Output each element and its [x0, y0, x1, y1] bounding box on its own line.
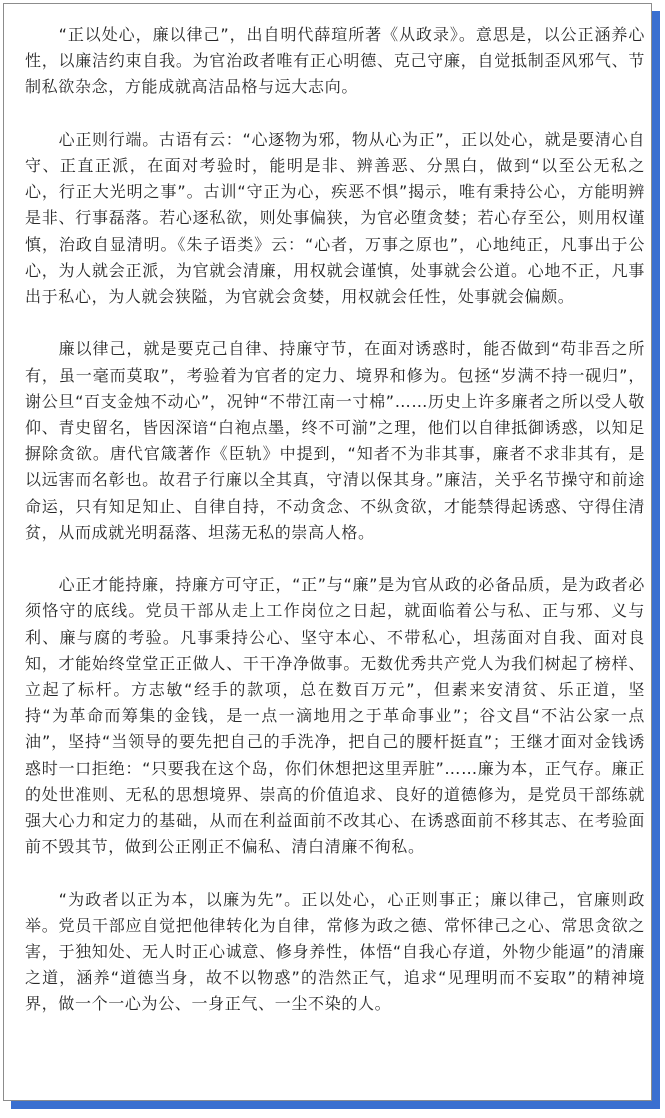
paragraph-self-discipline: 廉以律己，就是要克己自律、持廉守节，在面对诱惑时，能否做到“苟非吾之所有，虽一毫而莫取”，考验着为官者的定力、境界和修为。包拯“岁满不持一砚归”，谢公旦“百支金烛不动心”，况钟“不带江南一寸棉”……历史上许多廉者之所以受人敬仰、青史留名，皆因深谙“白袍点墨，终不可湔”之理，他们以自律抵御诱惑，以知足摒除贪欲。唐代官箴著作《臣轨》中提到，“知者不为非其事，廉者不求非其有，是以远害而名彰也。故君子行廉以全其真，守清以保其身。”廉洁，关乎名节操守和前途命运，只有知足知止、自律自持，不动贪念、不纵贪欲，才能禁得起诱惑、守得住清贫，从而成就光明磊落、坦荡无私的崇高人格。 [25, 339, 645, 542]
paragraph-intro: “正以处心，廉以律己”，出自明代薛瑄所著《从政录》。意思是，以公正涵养心性，以廉洁约束自我。为官治政者唯有正心明德、克己守廉，自觉抵制歪风邪气、节制私欲杂念，方能成就高洁品格与远大志向。 [25, 25, 645, 97]
article-body [25, 22, 645, 1044]
paragraph-upright-heart: 心正则行端。古语有云：“心逐物为邪，物从心为正”，正以处心，就是要清心自守、正直正派，在面对考验时，能明是非、辨善恶、分黑白，做到“以至公无私之心，行正大光明之事”。古训“守正为心，疾恶不惧”揭示，唯有秉持公心，方能明辨是非、行事磊落。若心逐私欲，则处事偏狭，为官必堕贪婪；若心存至公，则用权谨慎，治政自显清明。《朱子语类》云：“心者，万事之原也”，心地纯正，凡事出于公心，为人就会正派，为官就会清廉，用权就会谨慎，处事就会公道。心地不正，凡事出于私心，为人就会狭隘，为官就会贪婪，用权就会任性，处事就会偏颇。 [25, 129, 645, 307]
paragraph-integrity-examples: 心正才能持廉，持廉方可守正，“正”与“廉”是为官从政的必备品质，是为政者必须恪守的底线。党员干部从走上工作岗位之日起，就面临着公与私、正与邪、义与利、廉与腐的考验。凡事秉持公心、坚守本心、不带私心，坦荡面对自我、面对良知，才能始终堂堂正正做人、干干净净做事。无数优秀共产党人为我们树起了榜样、立起了标杆。方志敏“经手的款项，总在数百万元”，但素来安清贫、乐正道，坚持“为革命而筹集的金钱，是一点一滴地用之于革命事业”；谷文昌“不沾公家一点油”，坚持“当领导的要先把自己的手洗净，把自己的腰杆挺直”；王继才面对金钱诱惑时一口拒绝：“只要我在这个岛，你们休想把这里弄脏”……廉为本，正气存。廉正的处世准则、无私的思想境界、崇高的价值追求、良好的道德修为，是党员干部练就强大心力和定力的基础，从而在利益面前不改其心、在诱惑面前不移其志、在考验面前不毁其节，做到公正刚正不偏私、清白清廉不徇私。 [25, 575, 645, 857]
article-frame [3, 3, 652, 1101]
paragraph-conclusion: “为政者以正为本，以廉为先”。正以处心，心正则事正；廉以律己，官廉则政举。党员干部应自觉把他律转化为自律，常修为政之德、常怀律己之心、常思贪欲之害，于独知处、无人时正心诚意、修身养性，体悟“自我心存道，外物少能逼”的清廉之道，涵养“道德当身，故不以物惑”的浩然正气，追求“见理明而不妄取”的精神境界，做一个一心为公、一身正气、一尘不染的人。 [25, 889, 645, 1014]
